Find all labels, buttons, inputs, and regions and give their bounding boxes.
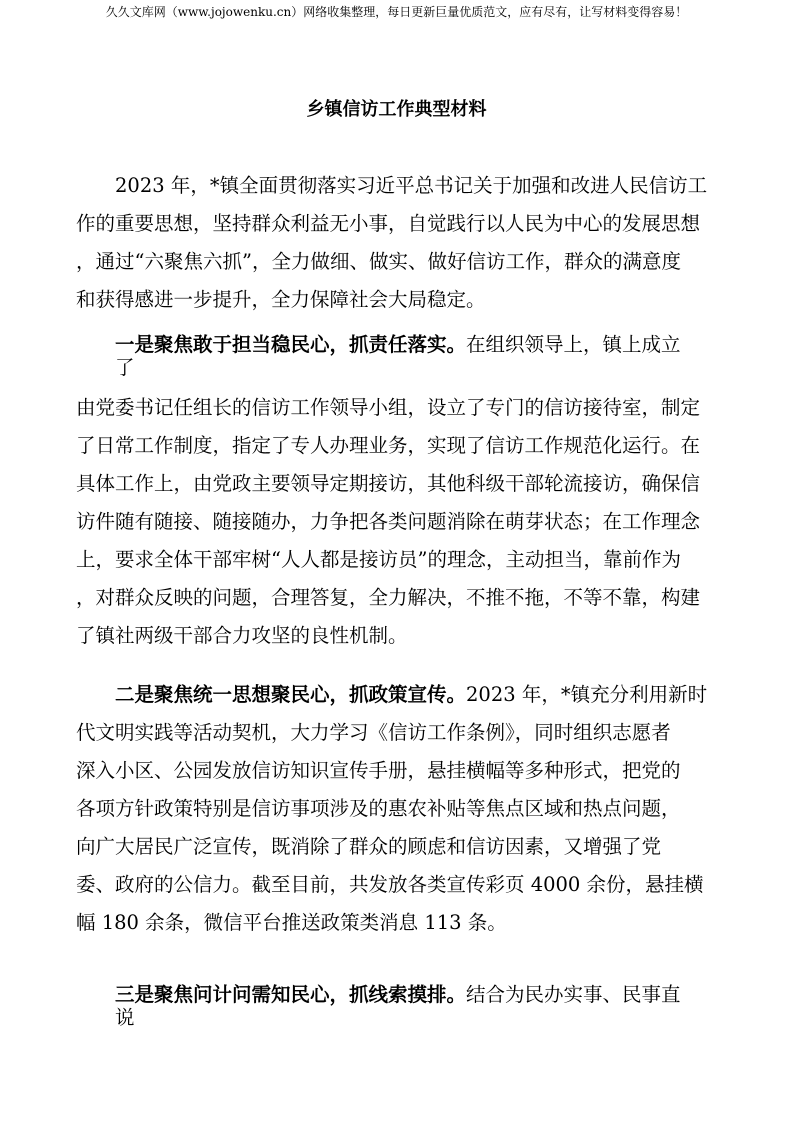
paragraph-line: 了日常工作制度，指定了专人办理业务，实现了信访工作规范化运行。在 <box>76 434 701 457</box>
paragraph-line <box>115 332 681 358</box>
document-title: 乡镇信访工作典型材料 <box>306 99 487 120</box>
section-heading: 三是聚焦问计问需知民心，抓线索摸排。 <box>115 983 467 1006</box>
paragraph-line: 了 <box>115 356 135 379</box>
paragraph-text: 2023 年，*镇充分利用新时 <box>466 683 708 706</box>
paragraph-line: 各项方针政策特别是信访事项涉及的惠农补贴等焦点区域和热点问题， <box>76 797 681 820</box>
paragraph-line: 访件随有随接、随接随办，力争把各类问题消除在萌芽状态；在工作理念 <box>76 510 701 533</box>
paragraph-line: 说 <box>115 1006 135 1029</box>
paragraph-line: 了镇社两级干部合力攻坚的良性机制。 <box>76 624 408 647</box>
paragraph-line: 向广大居民广泛宣传，既消除了群众的顾虑和信访因素，又增强了党 <box>76 835 662 858</box>
paragraph-line: ，对群众反映的问题，合理答复，全力解决，不推不拖，不等不靠，构建 <box>76 586 701 609</box>
paragraph-line: 委、政府的公信力。截至目前，共发放各类宣传彩页 4000 余份，悬挂横 <box>76 873 704 896</box>
paragraph-line: 2023 年，*镇全面贯彻落实习近平总书记关于加强和改进人民信访工 <box>115 174 708 197</box>
paragraph-line: 幅 180 余条，微信平台推送政策类消息 113 条。 <box>76 911 507 934</box>
paragraph-line: 和获得感进一步提升，全力保障社会大局稳定。 <box>76 288 486 311</box>
paragraph-line: ，通过“六聚焦六抓”，全力做细、做实、做好信访工作，群众的满意度 <box>76 250 681 273</box>
paragraph-line: 上，要求全体干部牢树“人人都是接访员”的理念，主动担当，靠前作为 <box>76 548 681 571</box>
paragraph-text: 结合为民办实事、民事直 <box>466 983 681 1006</box>
paragraph-line: 由党委书记任组长的信访工作领导小组，设立了专门的信访接待室，制定 <box>76 396 701 419</box>
section-heading: 一是聚焦敢于担当稳民心，抓责任落实。 <box>115 333 467 356</box>
paragraph-text: 在组织领导上，镇上成立 <box>466 333 681 356</box>
paragraph-line: 作的重要思想，坚持群众利益无小事，自觉践行以人民为中心的发展思想 <box>76 212 701 235</box>
section-heading: 二是聚焦统一思想聚民心，抓政策宣传。 <box>115 683 467 706</box>
paragraph-line <box>115 682 707 708</box>
page-header: 久久文库网（www.jojowenku.cn）网络收集整理，每日更新巨量优质范文，应有尽有，让写材料变得容易！ <box>105 5 688 19</box>
paragraph-line: 具体工作上，由党政主要领导定期接访，其他科级干部轮流接访，确保信 <box>76 472 701 495</box>
paragraph-line <box>115 982 681 1008</box>
paragraph-line: 深入小区、公园发放信访知识宣传手册，悬挂横幅等多种形式，把党的 <box>76 759 681 782</box>
paragraph-line: 代文明实践等活动契机，大力学习《信访工作条例》，同时组织志愿者 <box>76 721 671 744</box>
